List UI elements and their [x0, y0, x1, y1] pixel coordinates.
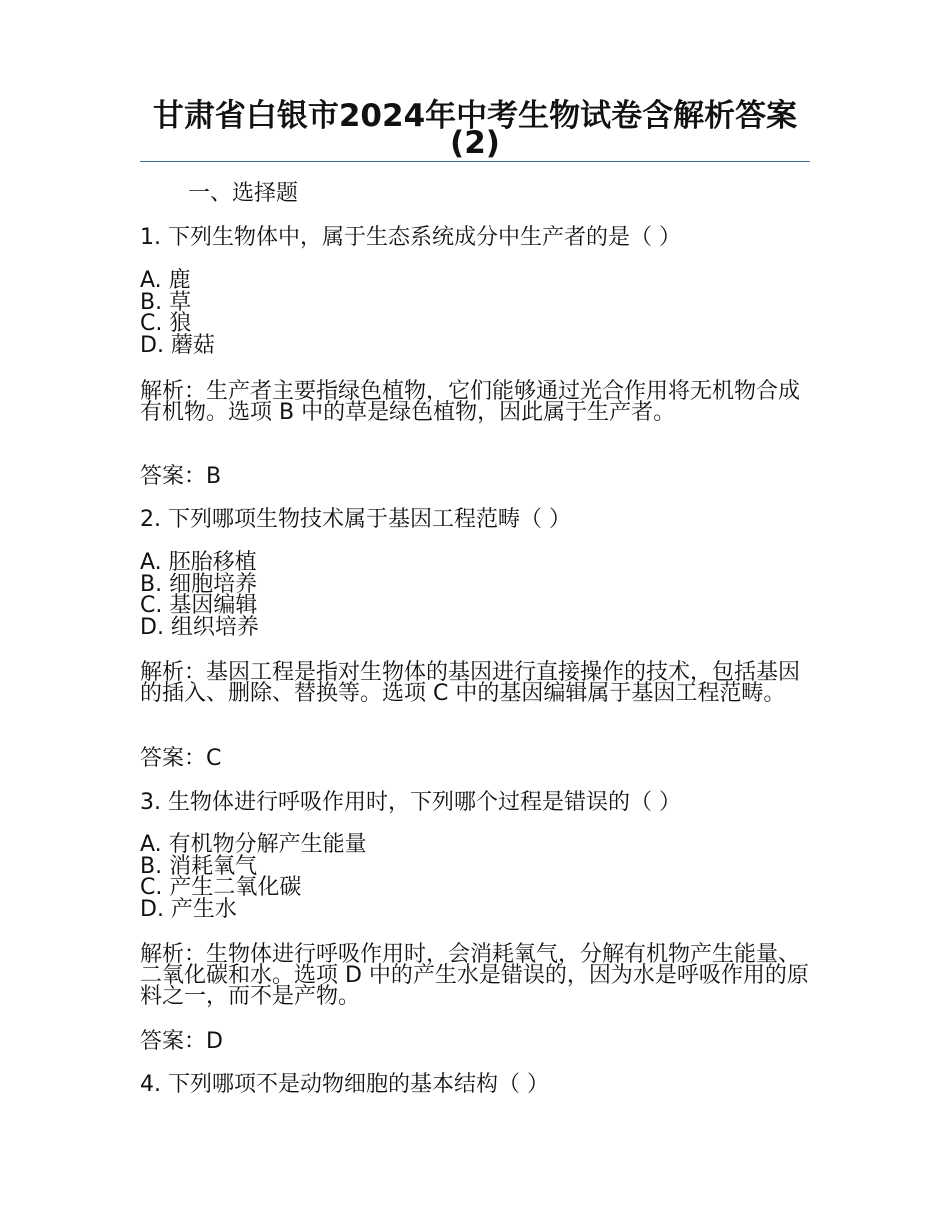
- option-d: D. 产生水: [140, 896, 237, 922]
- question-3-analysis: 解析：生物体进行呼吸作用时，会消耗氧气，分解有机物产生能量、二氧化碳和水。选项 D 中的产生水是错误的，因为水是呼吸作用的原料之一，而不是产物。: [140, 942, 809, 1009]
- question-3-options: [140, 834, 812, 920]
- option-c: C. 产生二氧化碳: [140, 875, 302, 900]
- question-2-answer: 答案：C: [140, 746, 222, 771]
- option-c: C. 狼: [140, 311, 192, 336]
- document-title: 甘肃省白银市2024年中考生物试卷含解析答案(2): [152, 98, 798, 161]
- option-b: B. 草: [140, 289, 192, 315]
- option-b: B. 细胞培养: [140, 571, 258, 597]
- question-3-answer: 答案：D: [140, 1029, 223, 1054]
- option-a: A. 胚胎移植: [140, 550, 257, 575]
- option-a: A. 有机物分解产生能量: [140, 832, 367, 857]
- question-3-text: 3. 生物体进行呼吸作用时，下列哪个过程是错误的（ ）: [140, 790, 681, 815]
- option-d: D. 组织培养: [140, 614, 259, 640]
- option-a: A. 鹿: [140, 268, 191, 293]
- option-d: D. 蘑菇: [140, 332, 215, 358]
- question-2-analysis: 解析：基因工程是指对生物体的基因进行直接操作的技术，包括基因的插入、删除、替换等。选项 C 中的基因编辑属于基因工程范畴。: [140, 660, 801, 706]
- question-2-text: 2. 下列哪项生物技术属于基因工程范畴（ ）: [140, 507, 571, 532]
- section-heading: 一、选择题: [188, 181, 299, 206]
- option-c: C. 基因编辑: [140, 593, 258, 618]
- question-1-options: [140, 270, 812, 356]
- question-1-text: 1. 下列生物体中，属于生态系统成分中生产者的是（ ）: [140, 225, 681, 250]
- option-b: B. 消耗氧气: [140, 853, 258, 879]
- question-2-options: [140, 552, 812, 638]
- title-divider: [140, 161, 810, 162]
- question-4-text: 4. 下列哪项不是动物细胞的基本结构（ ）: [140, 1072, 549, 1097]
- question-1-analysis: 解析：生产者主要指绿色植物，它们能够通过光合作用将无机物合成有机物。选项 B 中的草是绿色植物，因此属于生产者。: [140, 379, 801, 425]
- question-1-answer: 答案：B: [140, 464, 222, 489]
